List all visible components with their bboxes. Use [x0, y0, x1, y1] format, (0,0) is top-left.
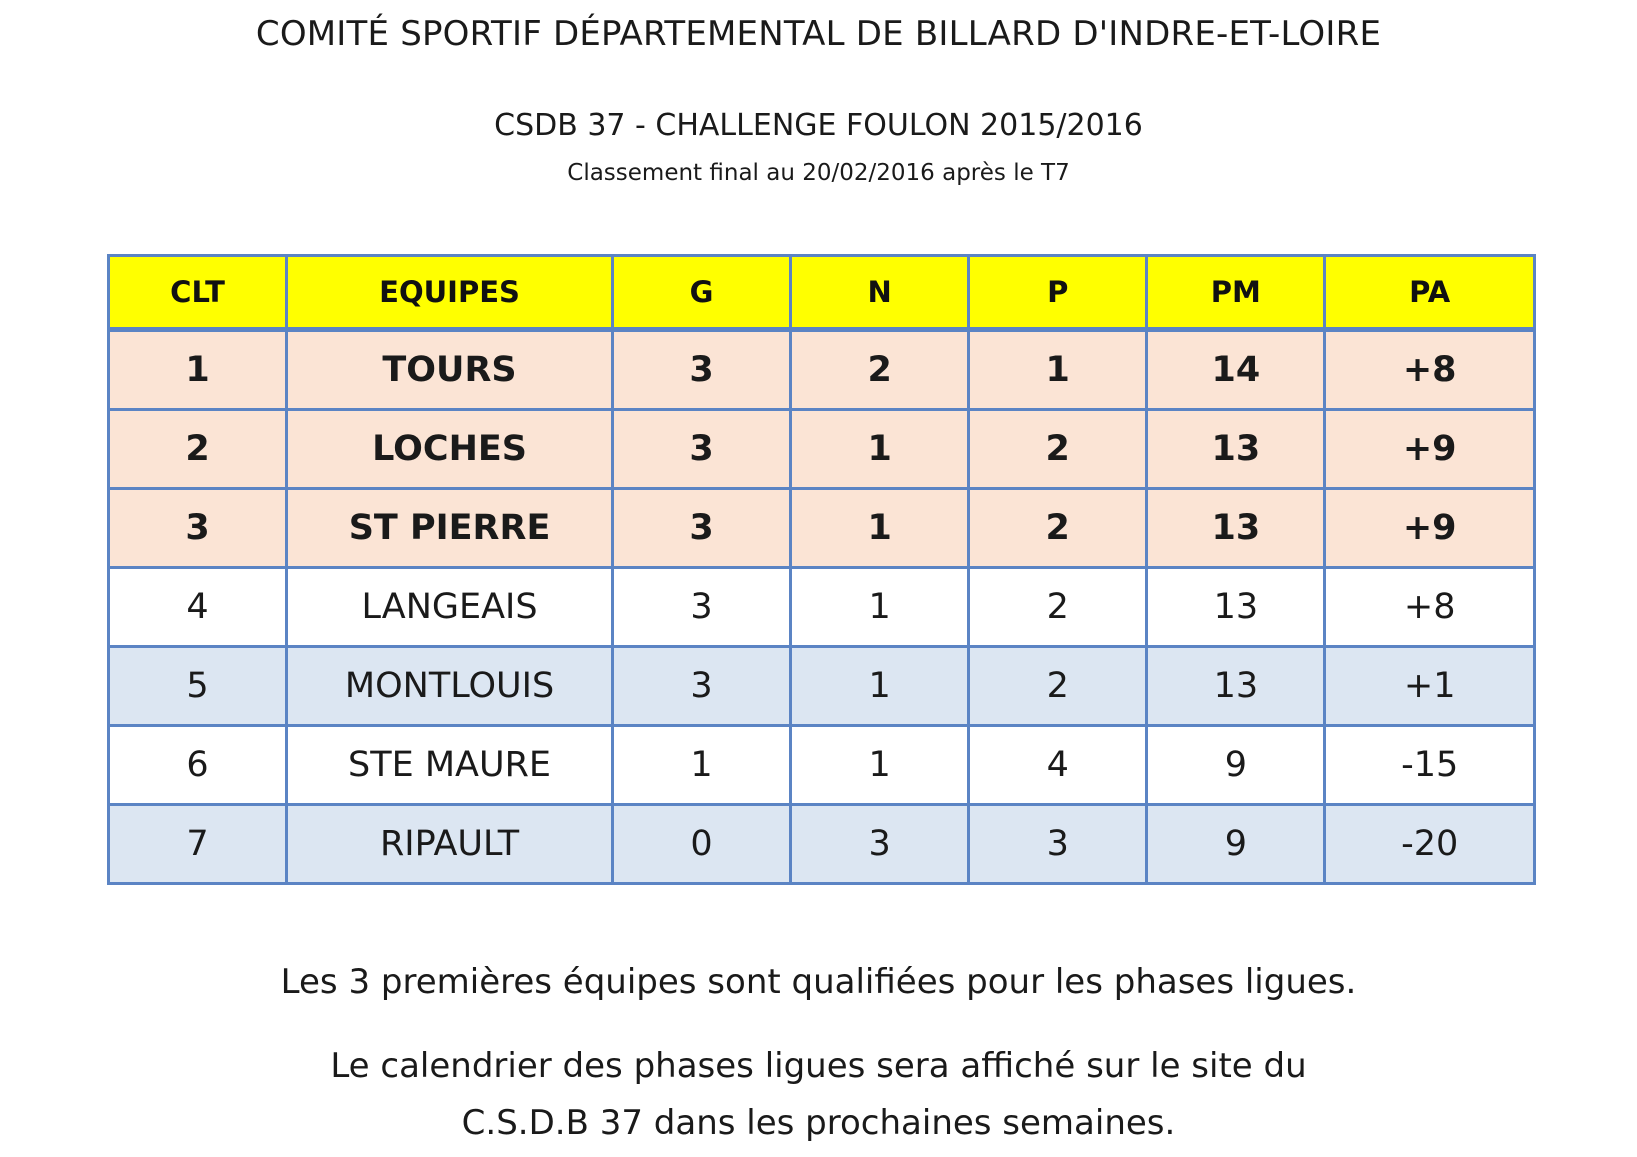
table-row — [109, 330, 1535, 410]
table-row — [109, 647, 1535, 726]
calendar-note-line-1: Le calendrier des phases ligues sera affiché sur le site du — [330, 1046, 1307, 1086]
difference-cell: +9 — [1325, 410, 1535, 489]
difference-cell: +1 — [1325, 647, 1535, 726]
table-header-row — [109, 256, 1535, 330]
column-header-pa: PA — [1325, 256, 1535, 330]
team-cell: TOURS — [287, 330, 613, 410]
wins-cell: 3 — [612, 568, 790, 647]
rank-cell: 1 — [109, 330, 287, 410]
column-header-pm: PM — [1147, 256, 1325, 330]
draws-cell: 3 — [791, 805, 969, 884]
draws-cell: 1 — [791, 726, 969, 805]
table-row — [109, 726, 1535, 805]
team-cell: LANGEAIS — [287, 568, 613, 647]
losses-cell: 1 — [969, 330, 1147, 410]
standings-table — [107, 254, 1536, 885]
wins-cell: 3 — [612, 330, 790, 410]
wins-cell: 1 — [612, 726, 790, 805]
losses-cell: 2 — [969, 489, 1147, 568]
team-cell: ST PIERRE — [287, 489, 613, 568]
points-cell: 9 — [1147, 726, 1325, 805]
table-row — [109, 805, 1535, 884]
points-cell: 13 — [1147, 489, 1325, 568]
wins-cell: 3 — [612, 647, 790, 726]
qualification-note: Les 3 premières équipes sont qualifiées pour les phases ligues. — [280, 962, 1357, 1002]
team-cell: STE MAURE — [287, 726, 613, 805]
column-header-p: P — [969, 256, 1147, 330]
draws-cell: 1 — [791, 410, 969, 489]
losses-cell: 2 — [969, 647, 1147, 726]
column-header-n: N — [791, 256, 969, 330]
team-cell: LOCHES — [287, 410, 613, 489]
rank-cell: 2 — [109, 410, 287, 489]
team-cell: RIPAULT — [287, 805, 613, 884]
points-cell: 13 — [1147, 647, 1325, 726]
points-cell: 14 — [1147, 330, 1325, 410]
draws-cell: 1 — [791, 647, 969, 726]
wins-cell: 0 — [612, 805, 790, 884]
rank-cell: 4 — [109, 568, 287, 647]
calendar-note — [0, 1038, 1637, 1152]
difference-cell: +8 — [1325, 330, 1535, 410]
difference-cell: -15 — [1325, 726, 1535, 805]
event-title: CSDB 37 - CHALLENGE FOULON 2015/2016 — [494, 108, 1143, 143]
table-row — [109, 410, 1535, 489]
losses-cell: 2 — [969, 410, 1147, 489]
rank-cell: 3 — [109, 489, 287, 568]
losses-cell: 4 — [969, 726, 1147, 805]
points-cell: 13 — [1147, 568, 1325, 647]
rank-cell: 7 — [109, 805, 287, 884]
table-row — [109, 568, 1535, 647]
column-header-g: G — [612, 256, 790, 330]
organization-title: COMITÉ SPORTIF DÉPARTEMENTAL DE BILLARD D'INDRE-ET-LOIRE — [255, 14, 1382, 54]
losses-cell: 3 — [969, 805, 1147, 884]
points-cell: 13 — [1147, 410, 1325, 489]
team-cell: MONTLOUIS — [287, 647, 613, 726]
draws-cell: 2 — [791, 330, 969, 410]
draws-cell: 1 — [791, 568, 969, 647]
draws-cell: 1 — [791, 489, 969, 568]
rank-cell: 6 — [109, 726, 287, 805]
event-subtitle: Classement final au 20/02/2016 après le T7 — [567, 160, 1070, 186]
wins-cell: 3 — [612, 410, 790, 489]
column-header-equipes: EQUIPES — [287, 256, 613, 330]
losses-cell: 2 — [969, 568, 1147, 647]
points-cell: 9 — [1147, 805, 1325, 884]
difference-cell: -20 — [1325, 805, 1535, 884]
rank-cell: 5 — [109, 647, 287, 726]
column-header-clt: CLT — [109, 256, 287, 330]
calendar-note-line-2: C.S.D.B 37 dans les prochaines semaines. — [461, 1103, 1176, 1143]
table-row — [109, 489, 1535, 568]
difference-cell: +8 — [1325, 568, 1535, 647]
wins-cell: 3 — [612, 489, 790, 568]
difference-cell: +9 — [1325, 489, 1535, 568]
